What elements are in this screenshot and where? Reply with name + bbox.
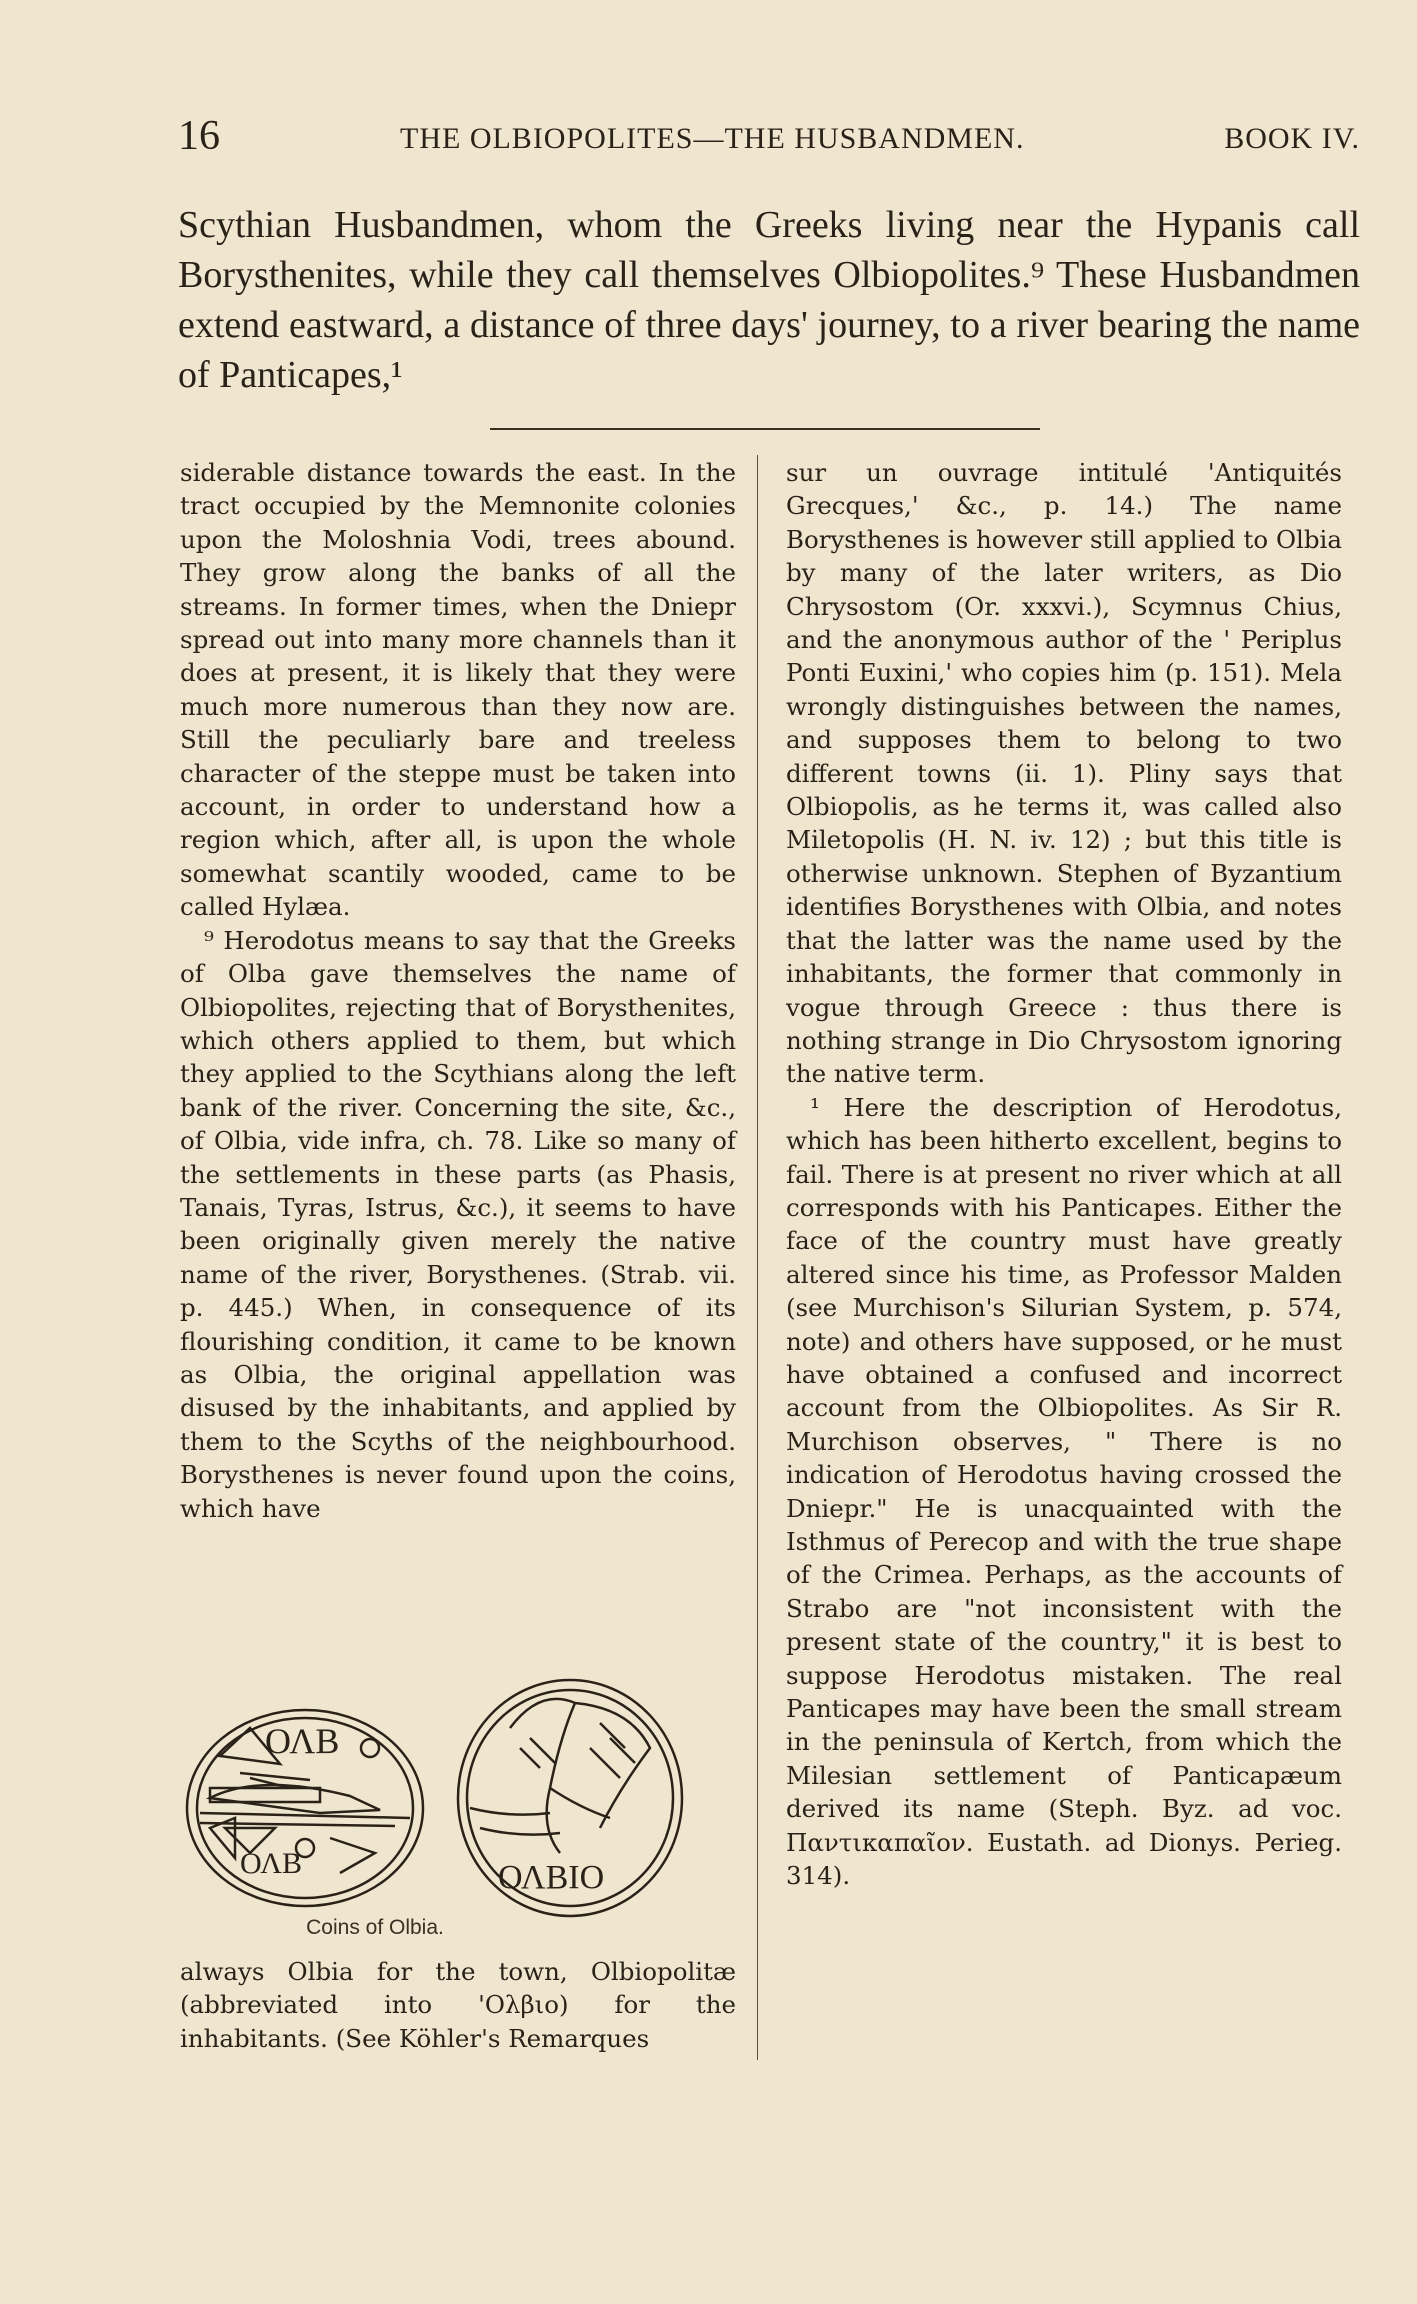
footnote-rule bbox=[490, 428, 1040, 430]
coin-two bbox=[458, 1680, 682, 1916]
figure-caption: Coins of Olbia. bbox=[306, 1916, 444, 1939]
footnote-9-continued: always Olbia for the town, Olbiopolitæ (abbreviated into 'Ολβιο) for the inhabitants. (See Köhler's Remarques bbox=[180, 1957, 736, 2053]
book-label: BOOK IV. bbox=[1224, 122, 1360, 155]
footnote-9: ⁹ Herodotus means to say that the Greeks of Olba gave themselves the name of Olbiopolites, rejecting that of Borysthenites, which others applied to them, but which they applied to the Scythians along the left bank of the river. Concerning the site, &c., of Olbia, vide infra, ch. 78. Like so many of the settlements in these parts (as Phasis, Tanais, Tyras, Istrus, &c.), it seems to have been originally given merely the native name of the river, Borysthenes. (Strab. vii. p. 445.) When, in consequence of its flourishing condition, it came to be known as Olbia, the original appellation was disused by the inhabitants, and applied by them to the Scyths of the neighbourhood. Borysthenes is never found upon the coins, which have bbox=[180, 925, 736, 1523]
coin-one bbox=[187, 1710, 423, 1906]
main-text bbox=[178, 200, 1360, 400]
running-title: THE OLBIOPOLITES—THE HUSBANDMEN. bbox=[400, 122, 1025, 155]
coin1-top-legend: ΟΛΒ bbox=[265, 1721, 340, 1761]
footnote-column-left-lower bbox=[180, 1955, 736, 2055]
column-separator bbox=[757, 455, 758, 2060]
footnote-1: ¹ Here the description of Herodotus, which has been hitherto excellent, begins to fail. There is at present no river which at all corresponds with his Panticapes. Either the face of the country must have greatly altered since his time, as Professor Malden (see Murchison's Silurian System, p. 574, note) and others have supposed, or he must have obtained a confused and incorrect account from the Olbiopolites. As Sir R. Murchison observes, " There is no indication of Herodotus having crossed the Dniepr." He is unacquainted with the Isthmus of Perecop and with the true shape of the Crimea. Perhaps, as the accounts of Strabo are "not inconsistent with the present state of the country," it is best to suppose Herodotus mistaken. The real Panticapes may have been the small stream in the peninsula of Kertch, from which the Milesian settlement of Panticapæum derived its name (Steph. Byz. ad voc. Παντικαπαῖον. Eustath. ad Dionys. Perieg. 314). bbox=[786, 1092, 1342, 1891]
footnote-column-left bbox=[180, 456, 736, 1525]
coins-illustration bbox=[180, 1678, 736, 1928]
footnote-column-right bbox=[786, 456, 1342, 1892]
page-number: 16 bbox=[178, 113, 220, 159]
running-header bbox=[178, 113, 1360, 162]
footnote-continuation: siderable distance towards the east. In the tract occupied by the Memnonite colonies upon the Moloshnia Vodi, trees abound. They grow along the banks of all the streams. In former times, when the Dniepr spread out into many more channels than it does at present, it is likely that they were much more numerous than they now are. Still the peculiarly bare and treeless character of the steppe must be taken into account, in order to understand how a region which, after all, is upon the whole somewhat scantily wooded, came to be called Hylæa. bbox=[180, 458, 736, 922]
footnote-9-continuation: sur un ouvrage intitulé 'Antiquités Grecques,' &c., p. 14.) The name Borysthenes is however still applied to Olbia by many of the later writers, as Dio Chrysostom (Or. xxxvi.), Scymnus Chius, and the anonymous author of the ' Periplus Ponti Euxini,' who copies him (p. 151). Mela wrongly distinguishes between the names, and supposes them to belong to two different towns (ii. 1). Pliny says that Olbiopolis, as he terms it, was called also Miletopolis (H. N. iv. 12) ; but this title is otherwise unknown. Stephen of Byzantium identifies Borysthenes with Olbia, and notes that the latter was the name used by the inhabitants, the former that commonly in vogue through Greece : thus there is nothing strange in Dio Chrysostom ignoring the native term. bbox=[786, 458, 1342, 1089]
main-text-paragraph: Scythian Husbandmen, whom the Greeks living near the Hypanis call Borysthenites, while they call themselves Olbiopolites.⁹ These Husbandmen extend eastward, a distance of three days' journey, to a river bearing the name of Panticapes,¹ bbox=[178, 204, 1360, 396]
coin2-bottom-legend: ΟΛΒΙΟ bbox=[498, 1859, 605, 1896]
coin1-bottom-legend: ΟΛΒ bbox=[240, 1847, 302, 1880]
